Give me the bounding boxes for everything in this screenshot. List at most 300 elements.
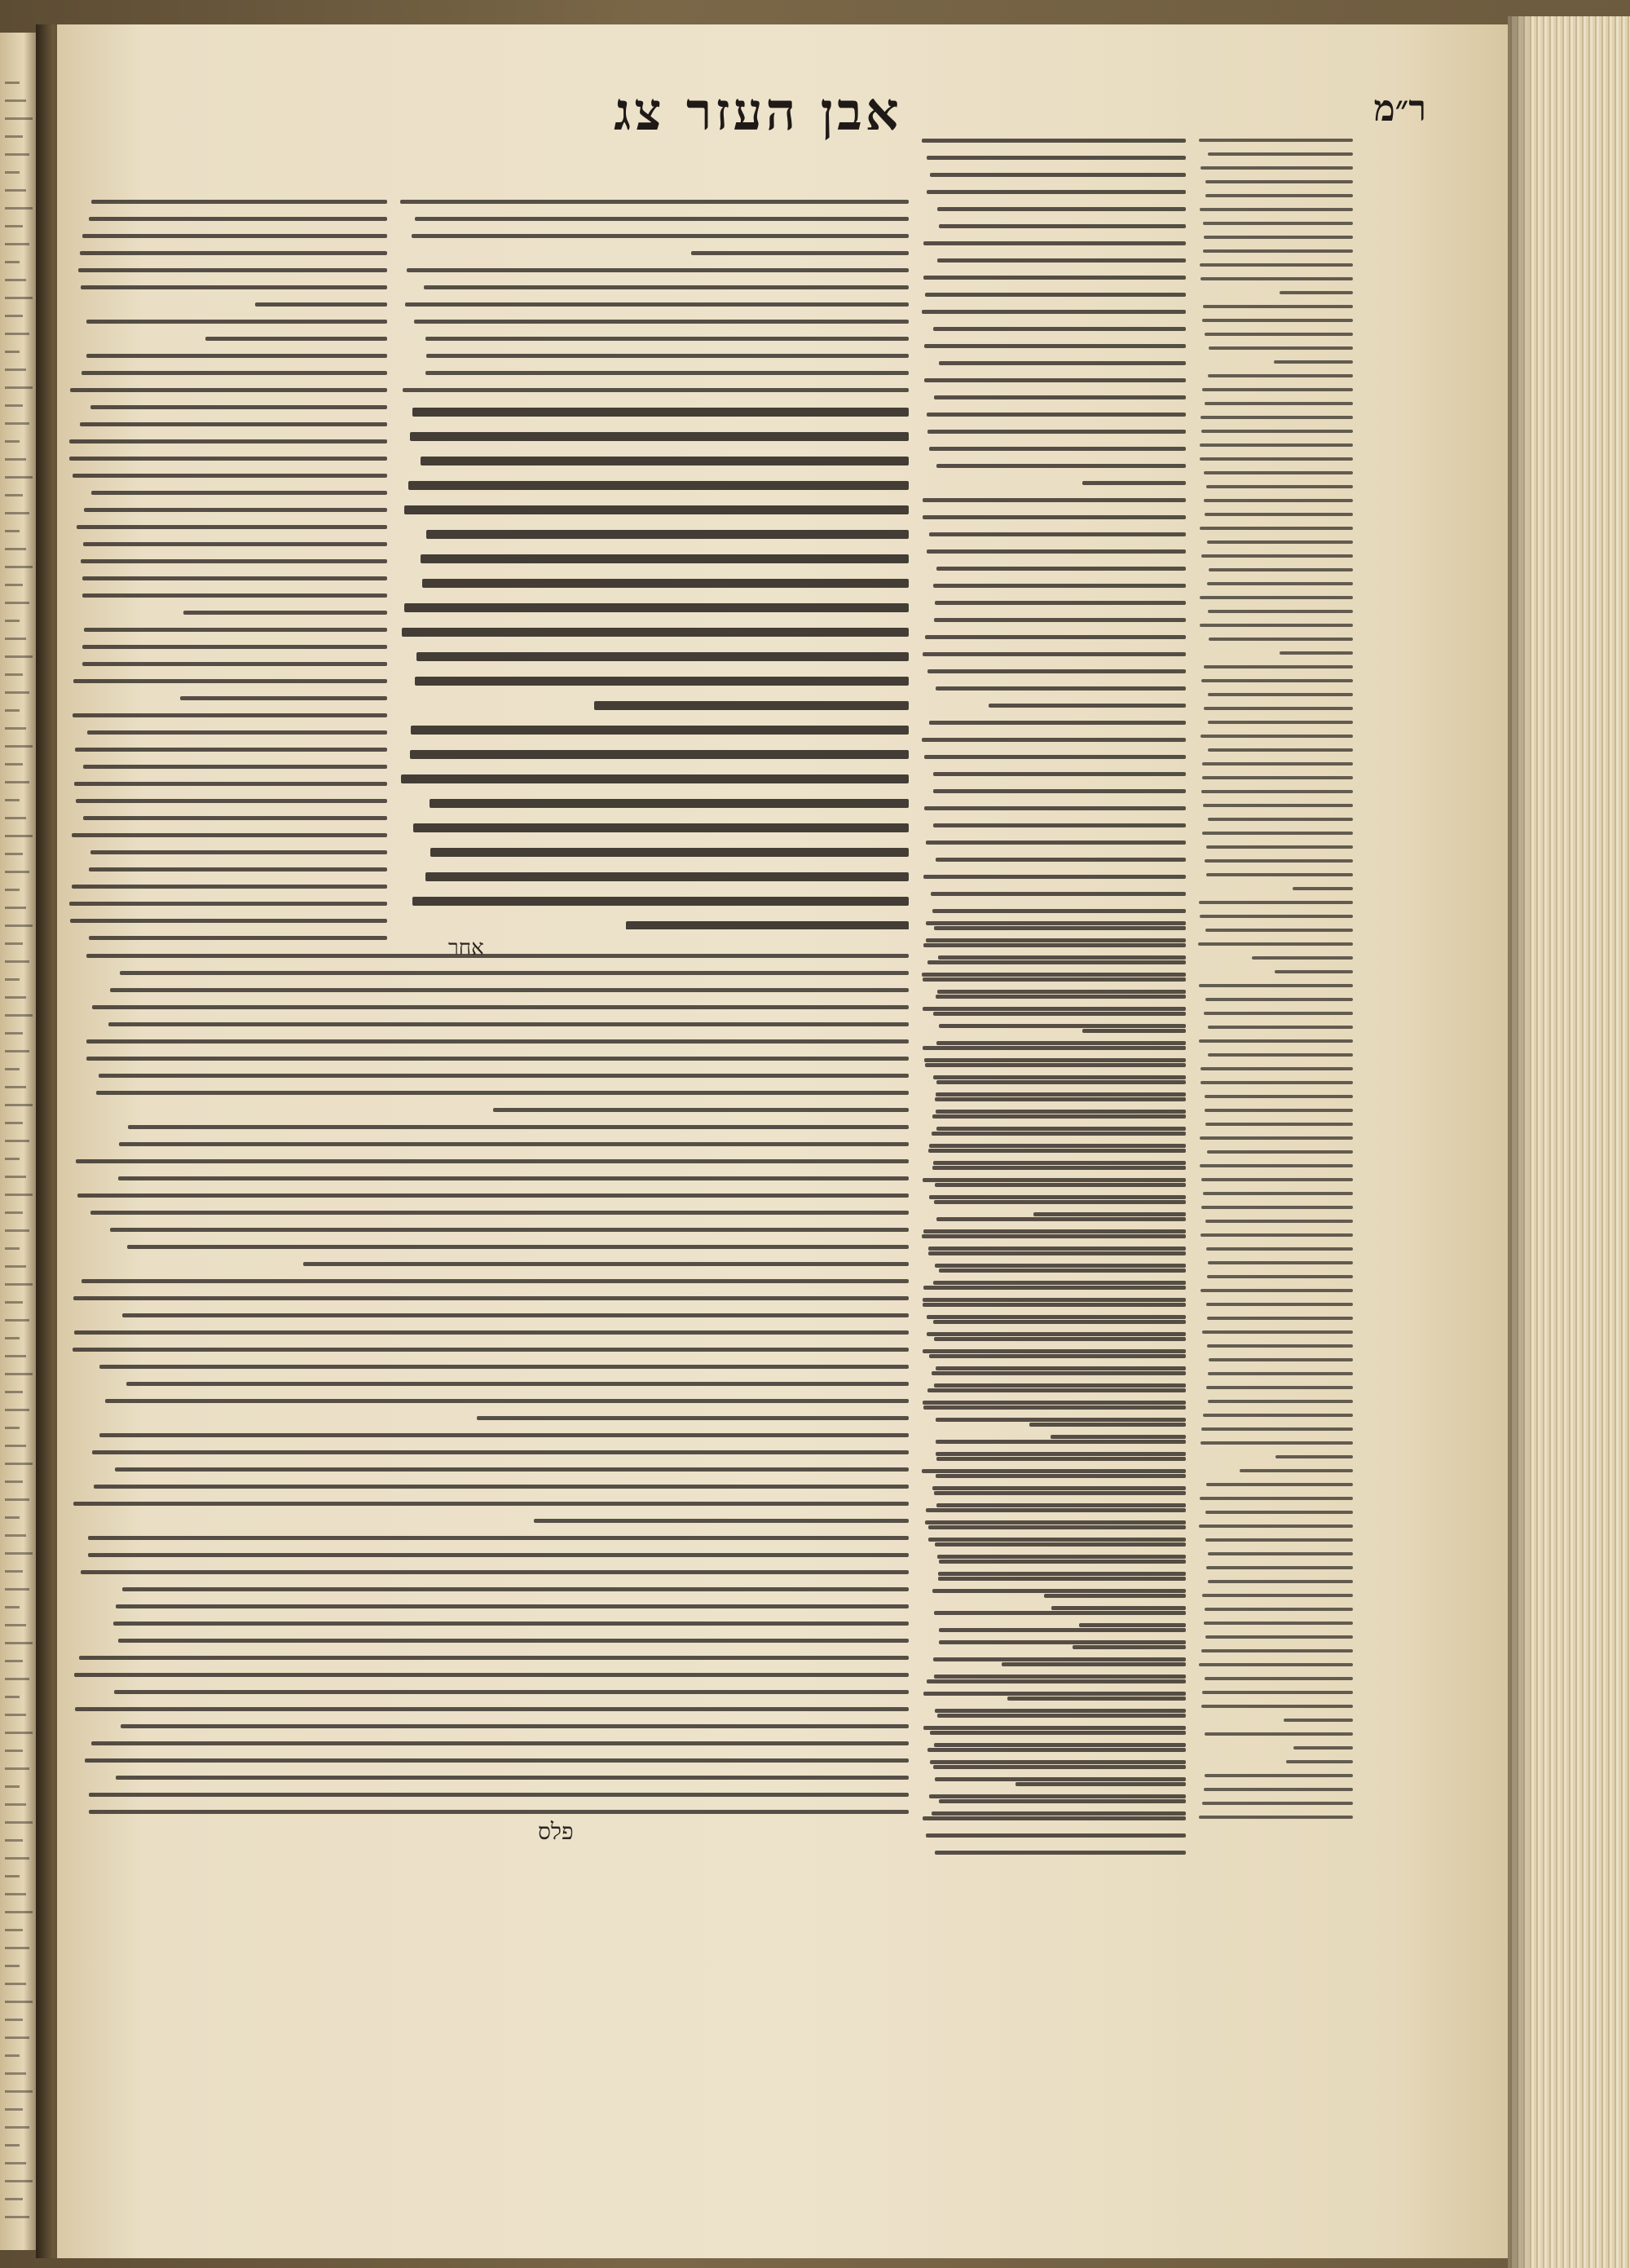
text-line [118,1639,909,1643]
text-line [303,1262,909,1266]
facing-page-text-line [5,1480,23,1483]
text-line [922,1469,1186,1473]
text-line [127,1245,909,1249]
text-line [923,1349,1186,1353]
text-line [89,217,387,221]
text-line [70,919,387,923]
text-line [1200,263,1353,267]
text-line [415,217,909,221]
text-line [82,1279,909,1283]
facing-page-text-line [5,1767,29,1770]
text-line [407,268,909,272]
lower-right-commentary [921,921,1186,1818]
lower-commentary-block [69,954,909,1818]
facing-page-text-line [5,1176,26,1178]
text-line [1208,610,1353,613]
facing-page-text-line [5,1803,26,1806]
facing-page-text-line [5,763,23,766]
text-line [1200,1164,1353,1167]
text-line [1202,388,1353,391]
text-line [426,530,909,539]
text-line [1204,1012,1353,1015]
facing-page-text-line [5,1409,29,1411]
text-line [1209,568,1353,571]
text-line [1208,748,1353,752]
text-line [927,413,1186,417]
text-line [936,1041,1186,1045]
text-line [424,285,909,289]
text-line [937,207,1186,211]
text-line [110,1228,909,1232]
facing-page-text-line [5,907,26,909]
facing-page-text-line [5,1983,26,1985]
text-line [1200,457,1353,461]
text-line [932,1589,1186,1593]
text-line [936,686,1186,691]
facing-page-text-line [5,960,29,963]
text-line [936,1127,1186,1131]
text-line [477,1416,909,1420]
text-line [934,618,1186,622]
text-line [116,1604,909,1608]
text-line [118,1176,909,1180]
text-line [939,361,1186,365]
facing-page-text-line [5,225,23,227]
text-line [922,973,1186,977]
text-line [1199,1816,1353,1819]
text-line [1200,208,1353,211]
text-line [930,173,1186,177]
text-line [923,241,1186,245]
text-line [1198,942,1353,946]
text-line [83,765,387,769]
text-line [75,748,387,752]
text-line [939,1640,1186,1644]
text-line [120,971,909,975]
facing-page-text-line [5,1588,29,1591]
text-line [1208,1400,1353,1403]
facing-page-text-line [5,1068,20,1070]
text-line [1200,1233,1353,1237]
text-line [924,755,1186,759]
text-line [926,1833,1186,1838]
text-line [1205,180,1353,183]
facing-page-text-line [5,1283,33,1286]
text-line [205,337,387,341]
text-line [926,841,1186,845]
text-line [594,701,909,710]
text-line [89,867,387,871]
text-line [421,457,909,466]
text-line [69,902,387,906]
text-line [82,645,387,649]
text-line [1201,554,1353,558]
facing-page-text-line [5,1606,20,1608]
facing-page-text-line [5,530,20,532]
text-line [82,576,387,580]
facing-page-text-line [5,2108,23,2111]
text-line [923,498,1186,502]
text-line [116,1776,909,1780]
text-line [82,371,387,375]
facing-page-text-line [5,1552,33,1555]
text-line [933,789,1186,793]
text-line [126,1382,909,1386]
facing-page-text-line [5,117,33,120]
text-line [73,1348,909,1352]
text-line [410,432,909,441]
text-line [934,395,1186,399]
text-line [1202,762,1353,766]
text-line [1240,1469,1353,1472]
text-line [1200,596,1353,599]
text-line [1201,679,1353,682]
text-line [1199,139,1353,142]
text-line [1200,735,1353,738]
text-line [1205,1538,1353,1542]
facing-page-text-line [5,422,29,425]
text-line [1200,1441,1353,1445]
text-line [1201,1206,1353,1209]
text-line [413,823,909,832]
text-line [1205,1220,1353,1223]
text-line [408,481,909,490]
text-line [1033,1212,1186,1216]
facing-page-text-line [5,368,26,371]
text-line [115,1467,909,1472]
text-line [932,1811,1186,1816]
text-line [924,1058,1186,1062]
text-line [92,1005,909,1009]
text-line [422,579,909,588]
text-line [415,677,909,686]
text-line [1274,360,1353,364]
text-line [1293,1746,1353,1750]
bottom-word: פלס [538,1818,574,1845]
text-line [929,447,1186,451]
text-line [1203,1192,1353,1195]
text-line [937,990,1186,994]
facing-page-text-line [5,924,33,927]
text-line [1200,443,1353,447]
text-line [1204,499,1353,502]
facing-page-text-line [5,512,29,514]
text-line [1275,1455,1353,1458]
facing-page-text-line [5,351,20,353]
facing-page-text-line [5,386,33,389]
facing-page-text-line [5,1660,23,1662]
facing-page-text-line [5,942,23,945]
text-line [113,1622,909,1626]
text-line [1205,194,1353,197]
facing-page-text-line [5,1534,26,1537]
text-line [119,1142,909,1146]
text-line [425,337,909,341]
text-line [935,1851,1186,1855]
text-line [929,1144,1186,1148]
text-line [923,1401,1186,1405]
text-line [430,848,909,857]
facing-page-text-line [5,2054,20,2057]
text-line [926,938,1186,942]
text-line [934,1383,1186,1388]
text-line [933,772,1186,776]
facing-page-text-line [5,781,29,783]
text-line [73,1502,909,1506]
facing-page-text-line [5,1391,23,1393]
text-line [1208,1580,1353,1583]
text-line [929,721,1186,725]
text-line [1201,1649,1353,1652]
text-line [128,1125,909,1129]
text-line [929,532,1186,536]
text-line [925,1520,1186,1525]
facing-page-text-line [5,1140,29,1142]
left-facing-page [0,33,39,2250]
text-line [1079,1623,1186,1627]
text-line [927,156,1186,160]
text-line [923,652,1186,656]
text-line [1200,1289,1353,1292]
text-line [935,1709,1186,1713]
text-line [932,909,1186,913]
text-line [1207,1150,1353,1154]
text-line [1205,1109,1353,1112]
facing-page-text-line [5,153,29,156]
text-line [425,371,909,375]
text-line [1207,1344,1353,1348]
text-line [72,885,387,889]
text-line [86,320,387,324]
facing-page-text-line [5,297,33,299]
text-line [1205,1511,1353,1514]
text-line [403,388,909,392]
facing-page-text-line [5,404,23,407]
facing-page-text-line [5,2072,26,2075]
facing-page-text-line [5,99,26,102]
marginal-gloss-column [1198,139,1353,1834]
text-line [82,662,387,666]
running-head: אבן העזר צג [614,82,902,143]
text-line [1252,956,1353,960]
text-line [936,1503,1186,1507]
text-line [412,234,909,238]
facing-page-text-line [5,476,33,479]
text-line [425,872,909,881]
text-line [936,858,1186,862]
text-line [1208,693,1353,696]
text-line [84,508,387,512]
text-line [924,344,1186,348]
text-line [931,892,1186,896]
text-line [935,1264,1186,1268]
text-line [1205,1774,1353,1777]
text-line [1205,402,1353,405]
facing-page-text-line [5,1247,20,1250]
text-line [1205,1095,1353,1098]
text-line [923,1298,1186,1302]
text-line [430,799,909,808]
left-commentary-column [69,200,387,942]
text-line [1199,1039,1353,1043]
text-line [1207,582,1353,585]
text-line [1200,1067,1353,1070]
facing-page-text-line [5,799,20,801]
text-line [81,1570,909,1574]
text-line [1208,721,1353,724]
facing-page-text-line [5,709,20,712]
text-line [1208,152,1353,156]
text-line [922,310,1186,314]
text-line [75,1707,909,1711]
text-line [1286,1760,1353,1763]
text-line [933,823,1186,827]
facing-page-text-line [5,1750,23,1752]
facing-page-text-line [5,135,23,138]
text-line [1208,818,1353,821]
facing-page-text-line [5,2090,33,2093]
text-line [923,875,1186,879]
text-line [91,200,387,204]
facing-page-text-line [5,1857,29,1860]
text-line [412,408,909,417]
text-line [927,669,1186,673]
text-line [84,628,387,632]
facing-page-text-line [5,82,20,84]
text-line [933,1281,1186,1285]
text-line [92,1450,909,1454]
facing-page-text-line [5,1337,20,1339]
text-line [1200,277,1353,280]
text-line [78,268,387,272]
text-line [1199,1525,1353,1528]
text-line [1201,1705,1353,1708]
text-line [1203,305,1353,308]
facing-page-text-line [5,1158,20,1160]
text-line [86,1039,909,1044]
text-line [94,1485,909,1489]
text-line [1206,845,1353,849]
text-line [626,921,909,929]
facing-page-text-line [5,1445,26,1447]
facing-page-text-line [5,2019,23,2021]
text-line [936,1452,1186,1456]
text-line [91,1741,909,1745]
text-line [80,251,387,255]
text-line [1206,1566,1353,1569]
text-line [69,457,387,461]
facing-page-text-line [5,1229,29,1232]
facing-page-text-line [5,1929,23,1931]
text-line [1204,707,1353,710]
text-line [1202,1691,1353,1694]
text-line [410,750,909,759]
fore-edge-shadow [1508,16,1532,2268]
text-line [923,1007,1186,1011]
text-line [1208,1372,1353,1375]
text-line [1204,236,1353,239]
facing-page-text-line [5,2198,23,2200]
text-line [89,1793,909,1797]
facing-page-text-line [5,1678,29,1680]
text-line [1207,1317,1353,1320]
text-line [1205,1123,1353,1126]
text-line [91,491,387,495]
facing-page-text-line [5,1463,33,1465]
facing-page-text-line [5,1211,23,1214]
text-line [183,611,387,615]
text-line [1203,222,1353,225]
facing-page-text-line [5,2036,29,2039]
text-line [426,354,909,358]
text-line [404,505,909,514]
text-line [929,1195,1186,1199]
facing-page-text-line [5,584,23,586]
facing-page-text-line [5,978,20,981]
text-line [923,515,1186,519]
text-line [1200,915,1353,918]
text-line [1204,1622,1353,1625]
text-line [1209,1358,1353,1361]
text-line [932,1486,1186,1490]
text-line [1200,416,1353,419]
facing-page-text-line [5,189,26,192]
text-line [1205,333,1353,336]
text-line [933,1657,1186,1661]
text-line [1206,1303,1353,1306]
facing-page-text-line [5,2144,20,2147]
facing-page-text-line [5,171,20,174]
text-line [72,833,387,837]
text-line [83,542,387,546]
text-line [936,1366,1186,1370]
text-line [922,139,1186,143]
text-line [936,464,1186,468]
text-line [928,1538,1186,1542]
text-line [1275,970,1353,973]
text-line [938,1572,1186,1576]
text-line [1207,1275,1353,1278]
facing-page-text-line [5,333,29,335]
text-line [86,1057,909,1061]
facing-page-text-line [5,1014,33,1017]
text-line [926,921,1186,925]
facing-page-text-line [5,1032,23,1035]
text-line [937,258,1186,263]
text-line [401,774,909,783]
text-line [1206,1386,1353,1389]
text-line [81,285,387,289]
text-line [1293,887,1353,890]
text-line [1200,1497,1353,1500]
text-line [73,1296,909,1300]
text-line [76,799,387,803]
text-line [1284,1719,1353,1722]
text-line [925,293,1186,297]
facing-page-text-line [5,871,29,873]
facing-page-text-line [5,745,33,748]
text-line [939,224,1186,228]
facing-page-text-line [5,1696,20,1698]
text-line [90,850,387,854]
facing-page-text-line [5,440,20,443]
text-line [923,1229,1186,1233]
book-page [57,24,1508,2258]
facing-page-text-line [5,2126,29,2129]
facing-page-text-line [5,1947,29,1949]
text-line [933,584,1186,588]
facing-page-text-line [5,727,26,730]
